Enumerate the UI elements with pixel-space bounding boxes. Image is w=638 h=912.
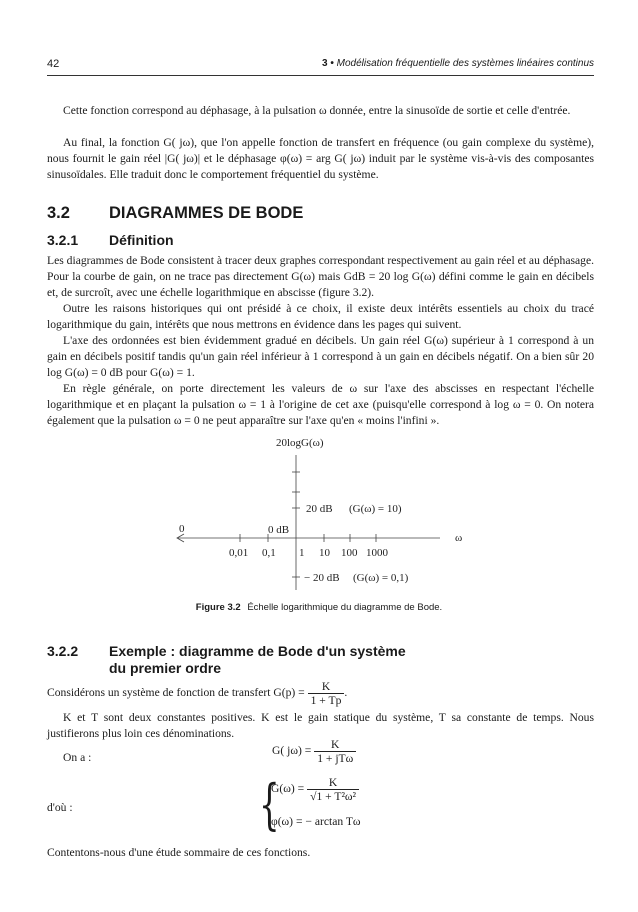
- zero-label: 0: [179, 523, 185, 535]
- transfer-function-fraction: [308, 680, 345, 707]
- gw-fraction: [307, 776, 359, 803]
- plus-20db-note: (G(ω) = 10): [349, 503, 402, 515]
- section-title: DIAGRAMMES DE BODE: [109, 204, 304, 222]
- subsection-title: [109, 643, 406, 677]
- tf-denominator: 1 + Tp: [310, 694, 342, 707]
- figure-caption-text: Échelle logarithmique du diagramme de Bode.: [247, 602, 443, 613]
- tick-label-100: 100: [341, 547, 358, 559]
- subsection-title-line-1: Exemple : diagramme de Bode d'un système: [109, 643, 406, 659]
- system-brace: {: [259, 773, 280, 836]
- subsection-number: 3.2.2: [47, 643, 79, 659]
- intro-paragraph-1: Cette fonction correspond au déphasage, à la pulsation ω donnée, entre la sinusoïde de sortie et celle d'entrée.: [63, 104, 571, 117]
- minus-20db-label: − 20 dB: [304, 572, 340, 584]
- gw-equation: [271, 776, 359, 803]
- example-outro: Contentons-nous d'une étude sommaire de ces fonctions.: [47, 846, 311, 859]
- chapter-number: 3 •: [322, 58, 334, 69]
- gw-numerator: K: [307, 776, 359, 790]
- on-a-label: On a :: [63, 751, 92, 764]
- x-axis-label: ω: [455, 532, 463, 544]
- section-number: 3.2: [47, 204, 70, 222]
- minus-20db-note: (G(ω) = 0,1): [353, 572, 409, 584]
- example-paragraph-2: K et T sont deux constantes positives. K est le gain statique du système, T sa constante de temps. Nous justifierons plus loin ces dénominations.: [47, 711, 594, 740]
- tf-numerator: K: [308, 680, 345, 694]
- tick-label-0-1: 0,1: [262, 547, 276, 559]
- definition-paragraph-1: Les diagrammes de Bode consistent à tracer deux graphes correspondant respectivement au gain réel et au déphasage. Pour la courbe de gain, on ne trace pas directement G(ω) mais GdB = 20 log G(ω) défini comme le gain en décibels et, de surcroît, avec une échelle logarithmique en abscisse (figure 3.2).: [47, 254, 594, 299]
- gjw-denominator: 1 + jTω: [317, 752, 354, 765]
- subsection-number: 3.2.1: [47, 232, 79, 248]
- page-number: 42: [47, 58, 60, 70]
- dou-label: d'où :: [47, 801, 73, 814]
- plus-20db-label: 20 dB: [306, 503, 333, 515]
- figure-number: Figure 3.2: [195, 602, 241, 613]
- transfer-function-line: Considérons un système de fonction de transfert G(p) = $\frac{K}{1 + Tp}$ .: [47, 680, 348, 707]
- tick-label-1: 1: [299, 547, 305, 559]
- chapter-title: Modélisation fréquentielle des systèmes linéaires continus: [336, 58, 594, 69]
- gjw-lhs: G( jω) =: [272, 744, 312, 758]
- tick-label-0-01: 0,01: [229, 547, 249, 559]
- phase-equation: φ(ω) = − arctan Tω: [271, 815, 361, 828]
- gjw-numerator: K: [314, 738, 356, 752]
- subsection-title: Définition: [109, 232, 174, 248]
- definition-paragraph-2: Outre les raisons historiques qui ont présidé à ce choix, il existe deux intérêts essentiels au choix du tracé logarithmique du gain, intérêts que nous mettrons en évidence dans les pages qui suivent.: [47, 302, 594, 331]
- gjw-fraction: [314, 738, 356, 765]
- tick-label-10: 10: [319, 547, 330, 559]
- tick-label-1000: 1000: [366, 547, 388, 559]
- subsection-heading-2: [47, 643, 406, 677]
- example-intro: Considérons un système de fonction de transfert G(p) =: [47, 686, 305, 700]
- definition-paragraph-4: En règle générale, on porte directement les valeurs de ω sur l'axe des abscisses en respectant l'échelle logarithmique et en plaçant la pulsation ω = 1 à l'origine de cet axe (puisqu'elle correspond à log ω = 0. On notera également que la pulsation ω = 0 ne peut apparaître sur l'axe qu'en « moins l'infini ».: [47, 382, 594, 427]
- subsection-title-line-2: du premier ordre: [109, 660, 222, 676]
- y-axis-label: 20logG(ω): [276, 437, 324, 449]
- gw-lhs: G(ω) =: [271, 782, 305, 796]
- definition-paragraph-3: L'axe des ordonnées est bien évidemment gradué en décibels. Un gain réel G(ω) supérieur à 1 correspond à un gain en décibels positif tandis qu'un gain réel inférieur à 1 correspond à un gain en décibels négatif. On a bien sûr 20 log G(ω) = 0 dB pour G(ω) = 1.: [47, 334, 594, 379]
- figure-caption: [0, 602, 638, 613]
- zero-db-label: 0 dB: [268, 524, 290, 536]
- gjw-equation: [272, 738, 356, 765]
- gw-denominator: √1 + T²ω²: [310, 790, 357, 803]
- intro-paragraph-2: Au final, la fonction G( jω), que l'on appelle fonction de transfert en fréquence (ou gain complexe du système), nous fournit le gain réel |G( jω)| et le déphasage φ(ω) = arg G( jω) induit par le système vis-à-vis des composantes sinusoïdales. Elle traduit donc le comportement fréquentiel du système.: [47, 136, 594, 181]
